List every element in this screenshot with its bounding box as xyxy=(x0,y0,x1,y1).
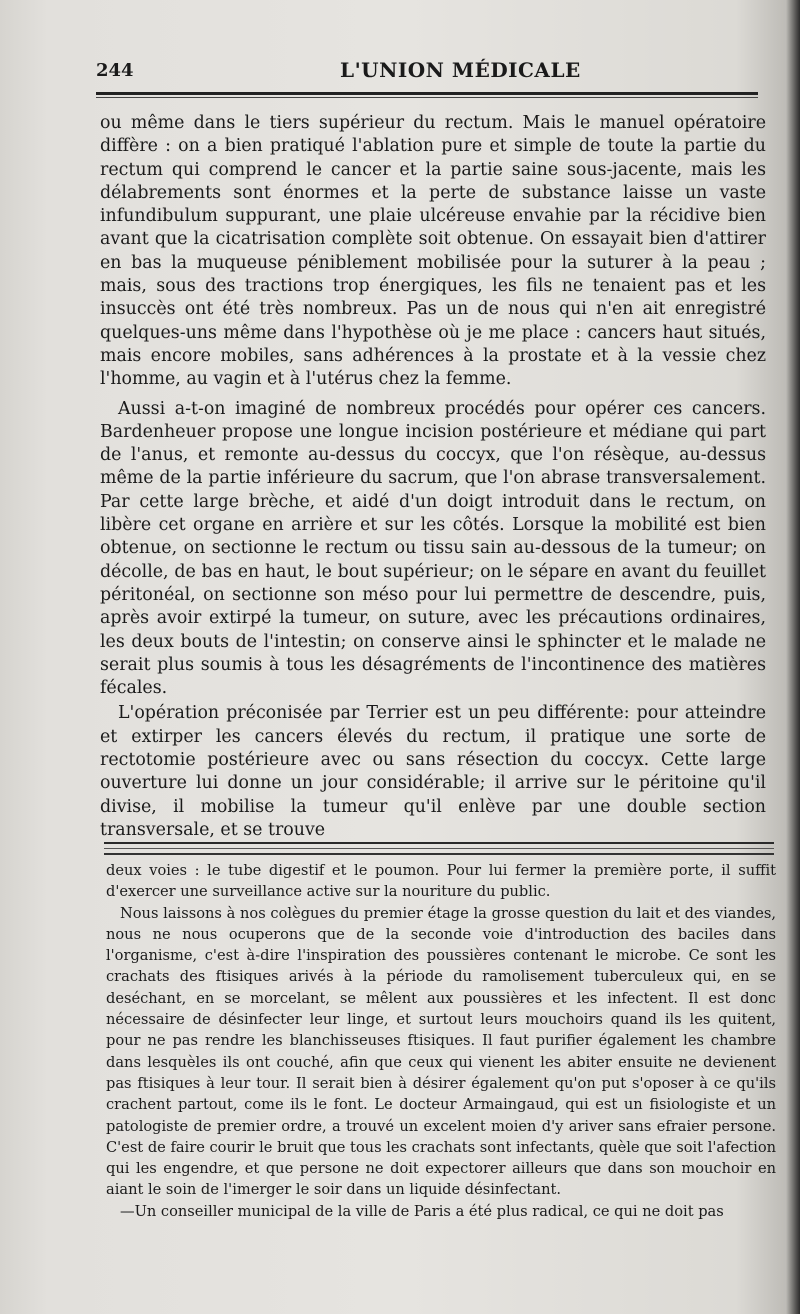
section-rule-bottom xyxy=(104,853,774,855)
note-paragraph: —Un conseiller municipal de la ville de Paris a été plus radical, ce qui ne doit pas xyxy=(120,1202,724,1220)
paragraph: L'opération préconisée par Terrier est un peu différente: pour atteindre et extirper les cancers élevés du rectum, il pratique une sorte de rectotomie postérieure avec ou sans résection du coccyx. Cette large ouverture lui donne un jour considérable; il arrive sur le péritoine qu'il divise, il mobilise la tumeur qu'il enlève par une double section transversale, et se trouve xyxy=(100,703,766,840)
header-rule-thin xyxy=(96,97,758,98)
header-rule xyxy=(96,92,758,95)
running-title: L'UNION MÉDICALE xyxy=(340,58,581,82)
note-paragraph: Nous laissons à nos colègues du premier étage la grosse question du lait et des viandes, nous ne nous ocuperons que de la seconde voie d'introduction des baciles dans l'organisme, c'est à-dire l'inspiration des poussières contenant le microbe. Ce sont les crachats des ftisiques arivés à la période du ramolisement tuberculeux qui, en se deséchant, en se morcelant, se mêlent aux poussières et les infectent. Il est donc nécessaire de désinfecter leur linge, et surtout leurs mouchoirs quand ils les quitent, pour ne pas rendre les blanchisseuses ftisiques. Il faut purifier également les chambre dans lesquèles ils ont couché, afin que ceux qui vienent les abiter ensuite ne devienent pas ftisiques à leur tour. Il serait bien à désirer également qu'on put s'oposer à ce qu'ils crachent partout, come ils le font. Le docteur Armaingaud, qui est un fisiologiste et un patologiste de premier ordre, a trouvé un excelent moien d'y ariver sans efraier persone. C'est de faire courir le bruit que tous les crachats sont infectants, quèle que soit l'afection qui les engendre, et que persone ne doit expectorer ailleurs que dans son mouchoir en aiant le soin de l'imerger le soir dans un liquide désinfectant. xyxy=(106,904,776,1199)
page-header xyxy=(96,58,756,88)
paragraph: Aussi a-t-on imaginé de nombreux procédés pour opérer ces cancers. Bardenheuer propose une longue incision postérieure et médiane qui part de l'anus, et remonte au-dessus du coccyx, que l'on résèque, au-dessus même de la partie inférieure du sacrum, que l'on abrase transversalement. Par cette large brèche, et aidé d'un doigt introduit dans le rectum, on libère cet organe en arrière et sur les côtés. Lorsque la mobilité est bien obtenue, on sectionne le rectum ou tissu sain au-dessous de la tumeur; on décolle, de bas en haut, le bout supérieur; on le sépare en avant du feuillet péritonéal, on sectionne son méso pour lui permettre de descendre, puis, après avoir extirpé la tumeur, on suture, avec les précautions ordinaires, les deux bouts de l'intestin; on conserve ainsi le sphincter et le malade ne serait plus soumis à tous les désagréments de l'incontinence des matières fécales. xyxy=(100,398,766,699)
section-rule xyxy=(104,842,774,844)
page-number: 244 xyxy=(96,60,134,81)
section-rule-thin xyxy=(104,848,774,849)
feuilleton-text xyxy=(106,860,776,1222)
note-paragraph: deux voies : le tube digestif et le poumon. Pour lui fermer la première porte, il suffit d'exercer une surveillance active sur la nouriture du public. xyxy=(106,862,776,901)
main-text xyxy=(100,112,766,842)
paragraph: ou même dans le tiers supérieur du rectum. Mais le manuel opératoire diffère : on a bien pratiqué l'ablation pure et simple de toute la partie du rectum qui comprend le cancer et la partie saine sous-jacente, mais les délabrements sont énormes et la perte de substance laisse un vaste infundibulum suppurant, une plaie ulcéreuse envahie par la récidive bien avant que la cicatrisation complète soit obtenue. On essayait bien d'attirer en bas la muqueuse péniblement mobilisée pour la suturer à la peau ; mais, sous des tractions trop énergiques, les fils ne tenaient pas et les insuccès ont été très nombreux. Pas un de nous qui n'en ait enregistré quelques-uns même dans l'hypothèse où je me place : cancers haut situés, mais encore mobiles, sans adhérences à la prostate et à la vessie chez l'homme, au vagin et à l'utérus chez la femme. xyxy=(100,113,766,390)
page-edge-shadow xyxy=(786,0,800,1314)
